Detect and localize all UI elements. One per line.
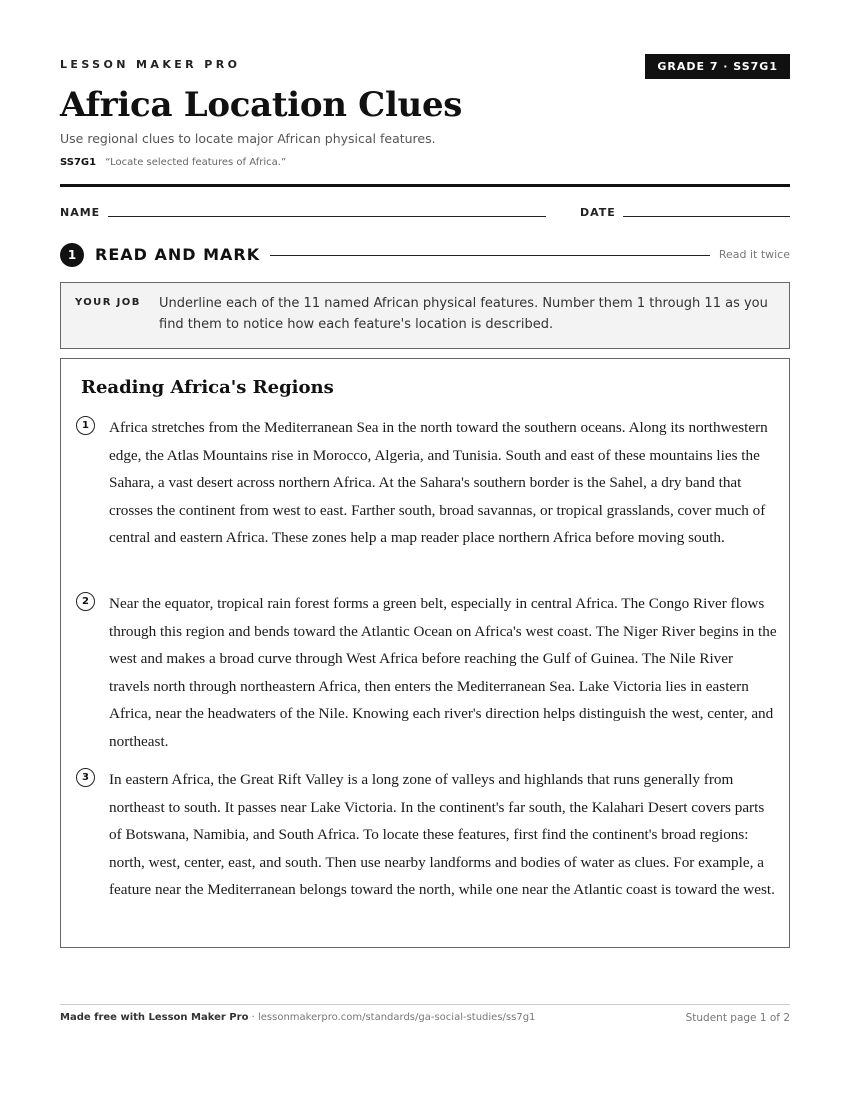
paragraph-text: Africa stretches from the Mediterranean Sea in the north toward the southern oceans. Along its northwestern edge, the Atlas Mountains rise in Morocco, Algeria, and Tunisia. South and east of these mountains lies the Sahara, a vast desert across northern Africa. At the Sahara's southern border is the Sahel, a dry band that crosses the continent from west to east. Farther south, broad savannas, or tropical grasslands, cover much of central and eastern Africa. These zones help a map reader place northern Africa before moving south. — [109, 419, 768, 546]
page-subtitle: Use regional clues to locate major African physical features. — [60, 131, 436, 146]
standard-code: SS7G1 — [60, 157, 97, 168]
page-indicator: Student page 1 of 2 — [685, 1012, 790, 1024]
page-title: Africa Location Clues — [60, 85, 463, 125]
standard-reference — [60, 157, 286, 168]
paragraph-number: 1 — [76, 416, 95, 435]
header-divider — [60, 184, 790, 187]
footer-made-with: Made free with Lesson Maker Pro — [60, 1012, 249, 1023]
section-number-badge: 1 — [60, 243, 84, 267]
section-hint: Read it twice — [718, 248, 790, 261]
footer-credit — [60, 1012, 535, 1023]
name-field[interactable] — [108, 216, 546, 217]
footer-divider — [60, 1004, 790, 1005]
grade-badge: GRADE 7 · SS7G1 — [645, 54, 790, 79]
your-job-label: YOUR JOB — [75, 297, 141, 308]
paragraph-number: 3 — [76, 768, 95, 787]
your-job-box — [60, 282, 790, 349]
brand-name: LESSON MAKER PRO — [60, 58, 241, 71]
footer-url[interactable]: lessonmakerpro.com/standards/ga-social-studies/ss7g1 — [257, 1012, 536, 1023]
name-label: NAME — [60, 206, 101, 219]
date-label: DATE — [580, 206, 616, 219]
reading-passage — [60, 358, 790, 948]
section-title: READ AND MARK — [95, 245, 261, 264]
paragraph-number: 2 — [76, 592, 95, 611]
paragraph-text: Near the equator, tropical rain forest forms a green belt, especially in central Africa. The Congo River flows through this region and bends toward the Atlantic Ocean on Africa's west coast. The Niger River begins in the west and makes a broad curve through West Africa before reaching the Gulf of Guinea. The Nile River travels north through northeastern Africa, then enters the Mediterranean Sea. Lake Victoria lies in eastern Africa, near the headwaters of the Nile. Knowing each river's direction helps distinguish the west, center, and northeast. — [109, 595, 777, 750]
your-job-text: Underline each of the 11 named African physical features. Number them 1 through 11 as you find them to notice how each feature's location is described. — [159, 296, 768, 332]
section-divider — [270, 255, 710, 256]
reading-title: Reading Africa's Regions — [81, 377, 334, 398]
standard-quote: “Locate selected features of Africa.” — [105, 157, 287, 168]
date-field[interactable] — [623, 216, 790, 217]
paragraph-text: In eastern Africa, the Great Rift Valley is a long zone of valleys and highlands that runs generally from northeast to south. It passes near Lake Victoria. In the continent's far south, the Kalahari Desert covers parts of Botswana, Namibia, and South Africa. To locate these features, first find the continent's broad regions: north, west, center, east, and south. Then use nearby landforms and bodies of water as clues. For example, a feature near the Mediterranean belongs toward the north, while one near the Atlantic coast is toward the west. — [109, 771, 775, 898]
footer-separator: · — [248, 1012, 258, 1023]
